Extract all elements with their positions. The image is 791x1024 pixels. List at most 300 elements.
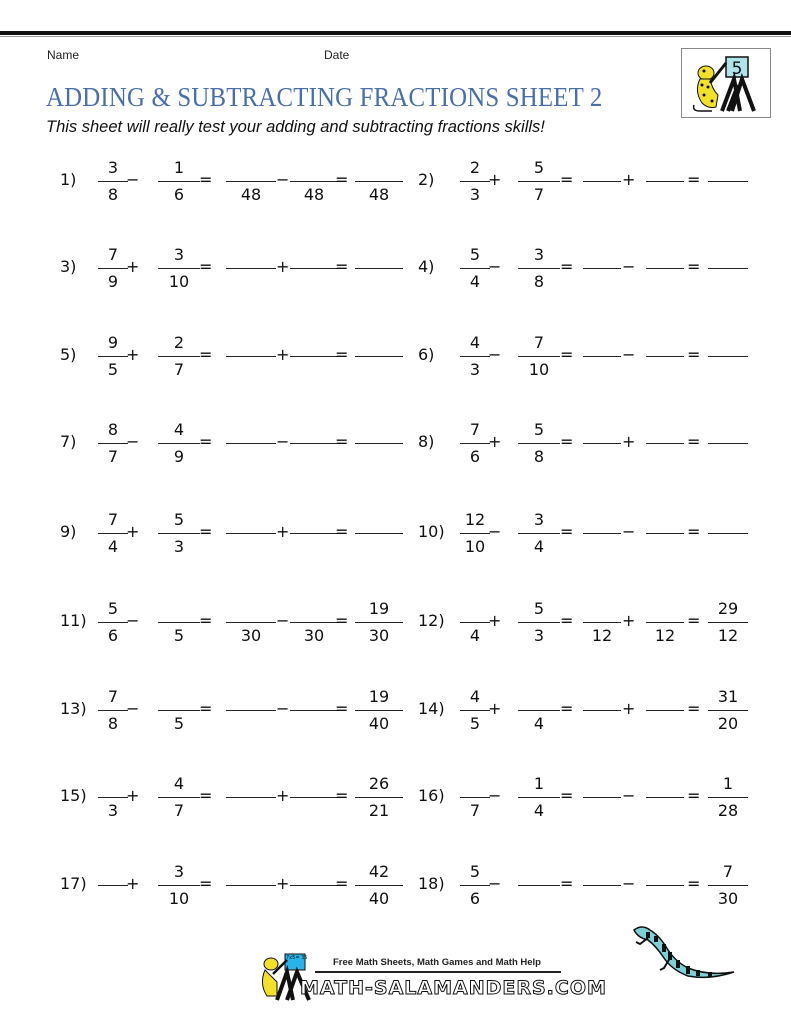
answer-fraction-c-denominator — [583, 185, 621, 205]
equals-sign: = — [199, 522, 213, 541]
answer-fraction-c-bar — [583, 622, 621, 623]
fraction-b-denominator: 7 — [533, 185, 545, 204]
fraction-b — [518, 157, 560, 207]
answer-fraction-c-denominator — [583, 272, 621, 292]
answer-fraction-c — [583, 157, 621, 207]
operator: + — [488, 432, 502, 451]
equals-sign-2: = — [335, 170, 349, 189]
answer-fraction-c-numerator — [583, 510, 621, 530]
fraction-b-bar — [518, 268, 560, 269]
fraction-b-bar — [518, 533, 560, 534]
answer-fraction-e-bar — [646, 356, 684, 357]
result-fraction-denominator: 48 — [368, 185, 390, 204]
answer-fraction-c — [583, 419, 621, 469]
result-fraction-denominator — [708, 447, 748, 467]
fraction-a-denominator: 9 — [107, 272, 119, 291]
fraction-b — [518, 332, 560, 382]
fraction-b-numerator: 4 — [173, 774, 185, 793]
problem-number: 6) — [418, 345, 435, 364]
fraction-b-bar — [518, 797, 560, 798]
problem-number: 14) — [418, 699, 445, 718]
equals-sign-2: = — [687, 699, 701, 718]
result-fraction — [708, 598, 748, 648]
answer-fraction-c-bar — [583, 885, 621, 886]
result-fraction-numerator: 26 — [368, 774, 390, 793]
answer-fraction-c-bar — [583, 181, 621, 182]
name-label: Name — [47, 48, 80, 62]
operator-2: − — [622, 257, 636, 276]
result-fraction-denominator: 28 — [717, 801, 739, 820]
fraction-b-denominator: 8 — [533, 272, 545, 291]
equals-sign-2: = — [687, 170, 701, 189]
answer-fraction-c — [583, 332, 621, 382]
fraction-a-denominator: 8 — [107, 185, 119, 204]
operator-2: − — [622, 522, 636, 541]
fraction-a — [460, 861, 490, 911]
answer-fraction-e-denominator: 12 — [654, 626, 676, 645]
fraction-b-numerator: 5 — [533, 158, 545, 177]
fraction-a-numerator: 8 — [107, 420, 119, 439]
fraction-b — [518, 773, 560, 823]
operator: − — [488, 874, 502, 893]
salamander-teacher-icon — [682, 49, 770, 117]
fraction-b-denominator: 10 — [168, 272, 190, 291]
fraction-b-denominator: 10 — [168, 889, 190, 908]
answer-fraction-c-numerator — [583, 599, 621, 619]
answer-fraction-e-bar — [646, 443, 684, 444]
problem-8 — [0, 419, 791, 469]
result-fraction-numerator: 1 — [722, 774, 734, 793]
equals-sign-2: = — [335, 432, 349, 451]
fraction-a-numerator: 3 — [107, 158, 119, 177]
operator-2: + — [276, 522, 290, 541]
answer-fraction-c — [583, 598, 621, 648]
fraction-b-denominator: 4 — [533, 714, 545, 733]
problem-number: 8) — [418, 432, 435, 451]
problem-14 — [0, 686, 791, 736]
fraction-a-numerator: 4 — [469, 687, 481, 706]
answer-fraction-c-bar — [583, 533, 621, 534]
fraction-a-bar — [460, 885, 490, 886]
fraction-a-numerator: 7 — [107, 245, 119, 264]
problem-number: 2) — [418, 170, 435, 189]
operator: − — [488, 257, 502, 276]
fraction-a-numerator: 7 — [469, 420, 481, 439]
fraction-a-denominator: 4 — [107, 537, 119, 556]
answer-fraction-e-denominator — [646, 447, 684, 467]
result-fraction-numerator — [708, 158, 748, 178]
problem-4 — [0, 244, 791, 294]
answer-fraction-c-denominator — [583, 889, 621, 909]
operator: + — [126, 786, 140, 805]
problem-number: 18) — [418, 874, 445, 893]
fraction-a-bar — [460, 443, 490, 444]
top-border — [0, 31, 791, 35]
fraction-a-denominator: 5 — [469, 714, 481, 733]
answer-fraction-e-denominator — [646, 801, 684, 821]
fraction-a — [460, 686, 490, 736]
answer-fraction-e-numerator — [646, 420, 684, 440]
operator-2: − — [276, 611, 290, 630]
fraction-b — [518, 861, 560, 911]
fraction-b-denominator: 8 — [533, 447, 545, 466]
answer-fraction-e — [646, 157, 684, 207]
answer-fraction-e-numerator — [646, 245, 684, 265]
answer-fraction-e — [646, 861, 684, 911]
operator: + — [126, 522, 140, 541]
fraction-b-denominator — [518, 889, 560, 909]
fraction-a-numerator: 7 — [107, 687, 119, 706]
answer-fraction-e-numerator — [646, 158, 684, 178]
equals-sign: = — [199, 611, 213, 630]
answer-fraction-e — [646, 686, 684, 736]
answer-fraction-c-bar — [583, 443, 621, 444]
fraction-a — [460, 157, 490, 207]
fraction-b-bar — [518, 181, 560, 182]
result-fraction — [708, 509, 748, 559]
result-fraction — [708, 773, 748, 823]
fraction-a-numerator: 7 — [107, 510, 119, 529]
answer-fraction-e-numerator — [646, 333, 684, 353]
fraction-b-numerator: 1 — [173, 158, 185, 177]
operator-2: + — [622, 611, 636, 630]
result-fraction-numerator: 31 — [717, 687, 739, 706]
operator-2: − — [622, 874, 636, 893]
answer-fraction-e — [646, 598, 684, 648]
equals-sign: = — [560, 699, 574, 718]
answer-fraction-c-bar — [583, 356, 621, 357]
answer-fraction-c-numerator — [583, 158, 621, 178]
svg-text:5: 5 — [731, 59, 743, 79]
equals-sign-2: = — [687, 257, 701, 276]
answer-fraction-c-bar — [583, 797, 621, 798]
operator-2: − — [276, 699, 290, 718]
fraction-a-denominator: 6 — [469, 447, 481, 466]
equals-sign-2: = — [687, 786, 701, 805]
result-fraction-bar — [708, 181, 748, 182]
fraction-a — [460, 332, 490, 382]
operator-2: + — [276, 345, 290, 364]
equals-sign: = — [560, 170, 574, 189]
result-fraction-numerator: 19 — [368, 687, 390, 706]
fraction-a-bar — [460, 356, 490, 357]
operator: − — [126, 611, 140, 630]
problem-number: 11) — [60, 611, 87, 630]
equals-sign-2: = — [335, 786, 349, 805]
answer-fraction-e — [646, 773, 684, 823]
operator-2: − — [622, 345, 636, 364]
answer-fraction-c-denominator — [583, 801, 621, 821]
fraction-a-numerator: 5 — [469, 245, 481, 264]
answer-fraction-e-denominator — [646, 537, 684, 557]
operator-2: − — [276, 170, 290, 189]
equals-sign: = — [199, 170, 213, 189]
fraction-a-bar — [460, 797, 490, 798]
equals-sign-2: = — [687, 432, 701, 451]
grade-logo — [681, 48, 771, 118]
problem-12 — [0, 598, 791, 648]
fraction-a-bar — [460, 181, 490, 182]
fraction-a-bar — [460, 622, 490, 623]
answer-fraction-e-denominator — [646, 360, 684, 380]
fraction-a-denominator: 8 — [107, 714, 119, 733]
fraction-b-numerator: 5 — [533, 420, 545, 439]
equals-sign-2: = — [335, 522, 349, 541]
fraction-a-denominator: 6 — [107, 626, 119, 645]
fraction-a-denominator: 6 — [469, 889, 481, 908]
answer-fraction-c-denominator — [583, 360, 621, 380]
result-fraction-denominator — [708, 360, 748, 380]
equals-sign: = — [199, 699, 213, 718]
operator: + — [488, 611, 502, 630]
fraction-b-denominator: 3 — [533, 626, 545, 645]
result-fraction-denominator: 30 — [717, 889, 739, 908]
fraction-a — [460, 773, 490, 823]
operator: − — [126, 170, 140, 189]
answer-fraction-c-numerator — [583, 420, 621, 440]
operator: + — [488, 170, 502, 189]
operator-2: − — [276, 432, 290, 451]
fraction-a-numerator: 4 — [469, 333, 481, 352]
footer-brand-link[interactable]: MATH-SALAMANDERS.COM — [300, 977, 607, 999]
fraction-b-bar — [518, 622, 560, 623]
result-fraction-denominator: 40 — [368, 889, 390, 908]
fraction-a-denominator: 5 — [107, 360, 119, 379]
fraction-b-denominator: 5 — [173, 626, 185, 645]
result-fraction-bar — [708, 710, 748, 711]
answer-fraction-c-bar — [583, 268, 621, 269]
fraction-b — [518, 598, 560, 648]
answer-fraction-c — [583, 773, 621, 823]
operator-2: + — [622, 699, 636, 718]
problem-number: 16) — [418, 786, 445, 805]
problem-number: 12) — [418, 611, 445, 630]
fraction-a-denominator: 10 — [464, 537, 486, 556]
answer-fraction-c-numerator — [583, 862, 621, 882]
result-fraction-numerator: 19 — [368, 599, 390, 618]
operator-2: − — [622, 786, 636, 805]
fraction-a — [460, 419, 490, 469]
answer-fraction-e-bar — [646, 268, 684, 269]
fraction-b-numerator: 2 — [173, 333, 185, 352]
answer-fraction-c — [583, 686, 621, 736]
result-fraction-bar — [708, 533, 748, 534]
answer-fraction-e — [646, 332, 684, 382]
fraction-a-bar — [460, 710, 490, 711]
answer-fraction-c-numerator — [583, 774, 621, 794]
fraction-a — [460, 244, 490, 294]
answer-fraction-e-bar — [646, 622, 684, 623]
fraction-b-numerator: 3 — [533, 245, 545, 264]
operator: + — [126, 257, 140, 276]
fraction-b-denominator: 4 — [533, 537, 545, 556]
equals-sign: = — [560, 874, 574, 893]
fraction-b-denominator: 9 — [173, 447, 185, 466]
salamander-icon — [630, 922, 740, 988]
result-fraction-numerator — [708, 245, 748, 265]
equals-sign-2: = — [335, 699, 349, 718]
answer-fraction-e-bar — [646, 797, 684, 798]
answer-fraction-e-denominator: 48 — [303, 185, 325, 204]
result-fraction-denominator: 12 — [717, 626, 739, 645]
fraction-a-denominator: 7 — [469, 801, 481, 820]
problem-16 — [0, 773, 791, 823]
equals-sign-2: = — [335, 874, 349, 893]
result-fraction-numerator — [708, 333, 748, 353]
fraction-b-denominator: 7 — [173, 360, 185, 379]
result-fraction-denominator: 21 — [368, 801, 390, 820]
result-fraction — [708, 332, 748, 382]
result-fraction-numerator: 7 — [722, 862, 734, 881]
answer-fraction-e-bar — [646, 181, 684, 182]
problem-number: 4) — [418, 257, 435, 276]
problem-10 — [0, 509, 791, 559]
fraction-b-numerator: 3 — [173, 862, 185, 881]
footer-divider — [315, 971, 561, 973]
answer-fraction-e-bar — [646, 533, 684, 534]
result-fraction-numerator: 29 — [717, 599, 739, 618]
problem-2 — [0, 157, 791, 207]
result-fraction-numerator — [708, 420, 748, 440]
answer-fraction-e-denominator — [646, 185, 684, 205]
fraction-b-bar — [518, 885, 560, 886]
fraction-a — [460, 509, 490, 559]
answer-fraction-c-denominator — [583, 537, 621, 557]
operator: − — [488, 345, 502, 364]
fraction-b-denominator: 5 — [173, 714, 185, 733]
answer-fraction-c-denominator: 30 — [240, 626, 262, 645]
fraction-b-numerator — [518, 862, 560, 882]
footer-logo-board-text: 7x5= 35 — [286, 955, 308, 961]
problem-number: 10) — [418, 522, 445, 541]
result-fraction-denominator: 30 — [368, 626, 390, 645]
answer-fraction-e-denominator — [646, 889, 684, 909]
result-fraction — [708, 157, 748, 207]
equals-sign-2: = — [335, 611, 349, 630]
answer-fraction-e — [646, 419, 684, 469]
fraction-a-denominator: 7 — [107, 447, 119, 466]
answer-fraction-c-bar — [583, 710, 621, 711]
operator: − — [126, 432, 140, 451]
answer-fraction-e-numerator — [646, 687, 684, 707]
result-fraction — [708, 419, 748, 469]
result-fraction-bar — [708, 443, 748, 444]
problem-number: 9) — [60, 522, 77, 541]
result-fraction-denominator: 40 — [368, 714, 390, 733]
fraction-a-bar — [460, 533, 490, 534]
answer-fraction-c-denominator — [583, 714, 621, 734]
fraction-a-bar — [460, 268, 490, 269]
fraction-a-denominator: 3 — [107, 801, 119, 820]
fraction-b-denominator: 7 — [173, 801, 185, 820]
fraction-b-denominator: 6 — [173, 185, 185, 204]
operator: − — [488, 786, 502, 805]
result-fraction-bar — [708, 622, 748, 623]
operator: + — [126, 874, 140, 893]
fraction-b-numerator: 7 — [533, 333, 545, 352]
equals-sign-2: = — [335, 345, 349, 364]
fraction-a-numerator — [460, 774, 490, 794]
answer-fraction-e-denominator — [646, 272, 684, 292]
problem-number: 1) — [60, 170, 77, 189]
equals-sign: = — [560, 345, 574, 364]
equals-sign-2: = — [687, 522, 701, 541]
equals-sign: = — [560, 257, 574, 276]
result-fraction-denominator — [708, 185, 748, 205]
result-fraction-bar — [708, 885, 748, 886]
problem-number: 17) — [60, 874, 87, 893]
answer-fraction-c-denominator: 48 — [240, 185, 262, 204]
fraction-a-numerator: 12 — [464, 510, 486, 529]
answer-fraction-e-bar — [646, 710, 684, 711]
result-fraction-denominator: 20 — [717, 714, 739, 733]
operator: + — [488, 699, 502, 718]
equals-sign: = — [199, 874, 213, 893]
top-border-shadow — [0, 36, 791, 37]
fraction-a-denominator: 3 — [469, 360, 481, 379]
fraction-b-numerator: 1 — [533, 774, 545, 793]
result-fraction — [708, 686, 748, 736]
answer-fraction-c-numerator — [583, 245, 621, 265]
fraction-a-denominator: 4 — [469, 272, 481, 291]
answer-fraction-c — [583, 244, 621, 294]
fraction-a-numerator: 9 — [107, 333, 119, 352]
fraction-b-bar — [518, 356, 560, 357]
result-fraction-denominator — [708, 537, 748, 557]
fraction-b-denominator: 3 — [173, 537, 185, 556]
fraction-b-numerator: 4 — [173, 420, 185, 439]
answer-fraction-c — [583, 509, 621, 559]
problem-number: 3) — [60, 257, 77, 276]
fraction-a-denominator: 4 — [469, 626, 481, 645]
answer-fraction-e-numerator — [646, 862, 684, 882]
fraction-b-bar — [518, 710, 560, 711]
equals-sign: = — [560, 522, 574, 541]
equals-sign-2: = — [335, 257, 349, 276]
answer-fraction-c-denominator: 12 — [591, 626, 613, 645]
result-fraction-bar — [708, 797, 748, 798]
fraction-b-denominator: 10 — [528, 360, 550, 379]
answer-fraction-e — [646, 244, 684, 294]
operator-2: + — [276, 257, 290, 276]
result-fraction-denominator — [708, 272, 748, 292]
problem-6 — [0, 332, 791, 382]
fraction-b-numerator: 3 — [533, 510, 545, 529]
problem-number: 5) — [60, 345, 77, 364]
fraction-b-numerator: 5 — [533, 599, 545, 618]
fraction-b — [518, 244, 560, 294]
operator-2: + — [622, 432, 636, 451]
fraction-a-numerator: 2 — [469, 158, 481, 177]
problem-number: 13) — [60, 699, 87, 718]
fraction-a-numerator: 5 — [107, 599, 119, 618]
answer-fraction-c-numerator — [583, 333, 621, 353]
fraction-a-numerator: 5 — [469, 862, 481, 881]
fraction-b — [518, 419, 560, 469]
equals-sign: = — [199, 432, 213, 451]
operator-2: + — [276, 874, 290, 893]
fraction-b-denominator: 4 — [533, 801, 545, 820]
operator-2: + — [622, 170, 636, 189]
equals-sign: = — [199, 345, 213, 364]
fraction-a-numerator — [460, 599, 490, 619]
answer-fraction-c-numerator — [583, 687, 621, 707]
fraction-b — [518, 686, 560, 736]
answer-fraction-e-numerator — [646, 599, 684, 619]
operator: − — [488, 522, 502, 541]
problem-number: 15) — [60, 786, 87, 805]
answer-fraction-e — [646, 509, 684, 559]
